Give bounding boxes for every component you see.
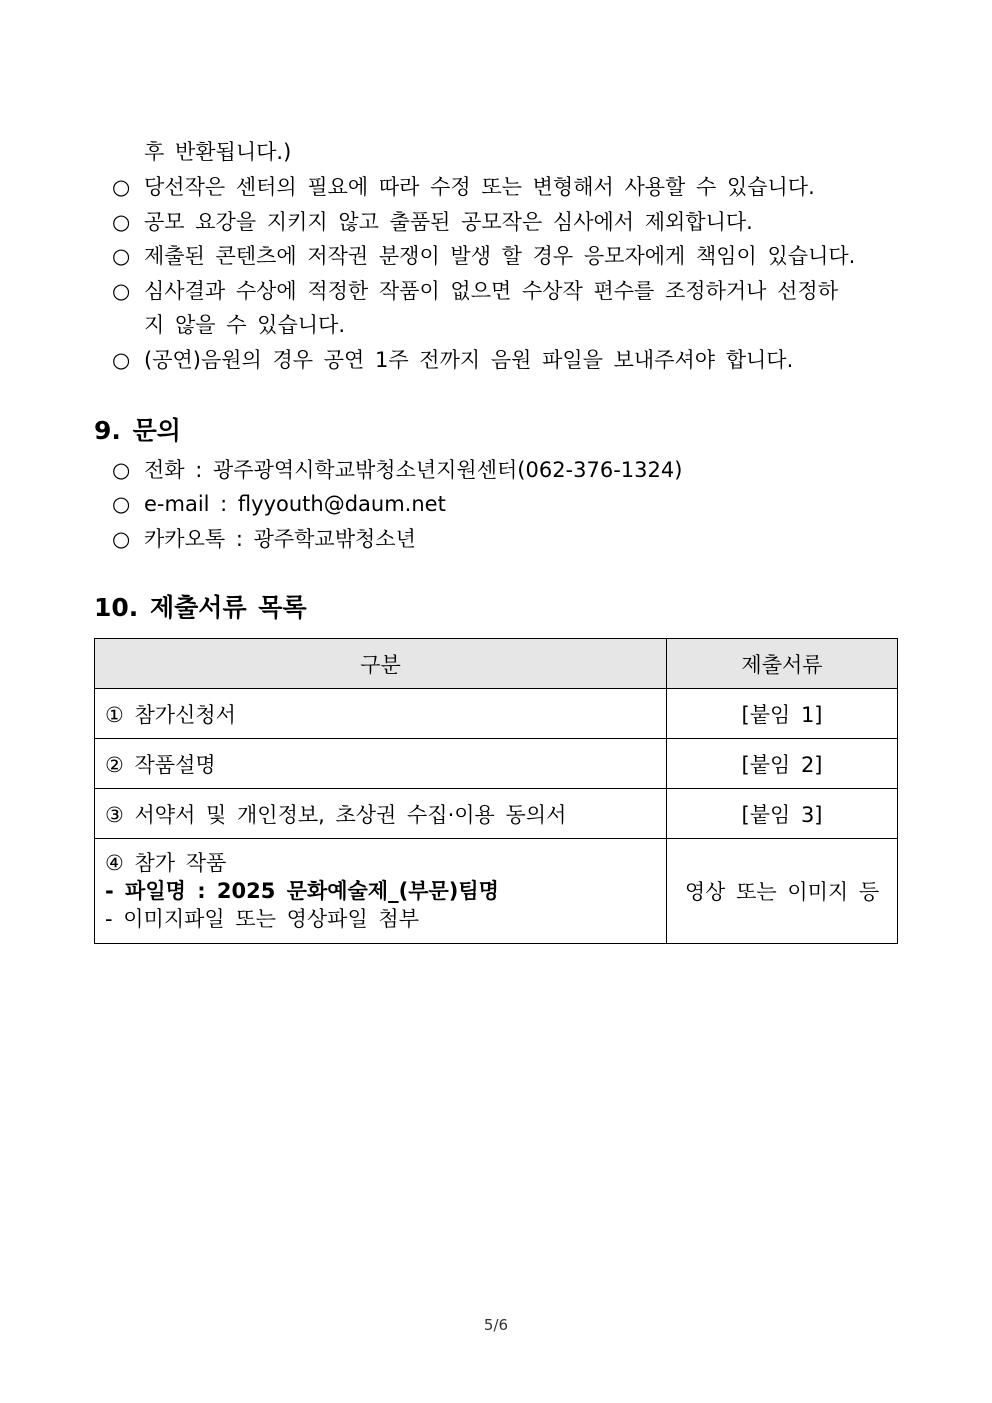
bullet-circle-icon: ○ bbox=[112, 458, 131, 482]
list-item-text: (공연)음원의 경우 공연 1주 전까지 음원 파일을 보내주셔야 합니다. bbox=[144, 348, 794, 372]
contact-email: e-mail : flyyouth@daum.net bbox=[144, 492, 446, 516]
table-cell-label: ③ 서약서 및 개인정보, 초상권 수집·이용 동의서 bbox=[95, 789, 667, 839]
list-item-text: 당선작은 센터의 필요에 따라 수정 또는 변형해서 사용할 수 있습니다. bbox=[144, 175, 815, 199]
table-header-category: 구분 bbox=[95, 639, 667, 689]
entry-title: ④ 참가 작품 bbox=[105, 851, 227, 875]
table-row bbox=[95, 789, 898, 839]
table-header-documents: 제출서류 bbox=[667, 639, 898, 689]
contact-phone: 전화 : 광주광역시학교밖청소년지원센터(062-376-1324) bbox=[144, 458, 683, 482]
list-item bbox=[112, 208, 753, 236]
list-item bbox=[112, 242, 855, 270]
page-number: 5/6 bbox=[483, 1316, 509, 1334]
table-cell-label bbox=[95, 839, 667, 944]
table-row bbox=[95, 839, 898, 944]
list-item bbox=[112, 456, 682, 484]
entry-attachment-note: - 이미지파일 또는 영상파일 첨부 bbox=[105, 907, 419, 931]
bullet-circle-icon: ○ bbox=[112, 175, 131, 199]
bullet-circle-icon: ○ bbox=[112, 527, 131, 551]
table-cell-doc: 영상 또는 이미지 등 bbox=[667, 839, 898, 944]
list-item-continuation: 지 않을 수 있습니다. bbox=[144, 313, 345, 337]
list-item bbox=[112, 490, 446, 518]
list-item bbox=[112, 346, 793, 374]
table-cell-doc: [붙임 3] bbox=[667, 789, 898, 839]
list-item bbox=[112, 525, 416, 553]
list-item-text: 제출된 콘텐츠에 저작권 분쟁이 발생 할 경우 응모자에게 책임이 있습니다. bbox=[144, 244, 856, 268]
table-row bbox=[95, 689, 898, 739]
table-cell-doc: [붙임 1] bbox=[667, 689, 898, 739]
entry-filename-rule: - 파일명 : 2025 문화예술제_(부문)팀명 bbox=[105, 879, 499, 903]
list-item bbox=[112, 173, 815, 201]
section-heading-inquiry: 9. 문의 bbox=[94, 416, 181, 445]
list-item-text: 공모 요강을 지키지 않고 출품된 공모작은 심사에서 제외합니다. bbox=[144, 210, 753, 234]
list-item bbox=[112, 277, 838, 305]
bullet-circle-icon: ○ bbox=[112, 210, 131, 234]
contact-kakaotalk: 카카오톡 : 광주학교밖청소년 bbox=[144, 527, 416, 551]
table-cell-label: ② 작품설명 bbox=[95, 739, 667, 789]
documents-table bbox=[94, 638, 898, 944]
section8-continuation: 후 반환됩니다.) bbox=[144, 140, 292, 164]
bullet-circle-icon: ○ bbox=[112, 279, 131, 303]
bullet-circle-icon: ○ bbox=[112, 244, 131, 268]
section-heading-documents: 10. 제출서류 목록 bbox=[94, 593, 307, 622]
table-cell-label: ① 참가신청서 bbox=[95, 689, 667, 739]
list-item-text: 심사결과 수상에 적정한 작품이 없으면 수상작 편수를 조정하거나 선정하 bbox=[144, 279, 838, 303]
table-header-row bbox=[95, 639, 898, 689]
bullet-circle-icon: ○ bbox=[112, 348, 131, 372]
table-cell-doc: [붙임 2] bbox=[667, 739, 898, 789]
table-row bbox=[95, 739, 898, 789]
bullet-circle-icon: ○ bbox=[112, 492, 131, 516]
